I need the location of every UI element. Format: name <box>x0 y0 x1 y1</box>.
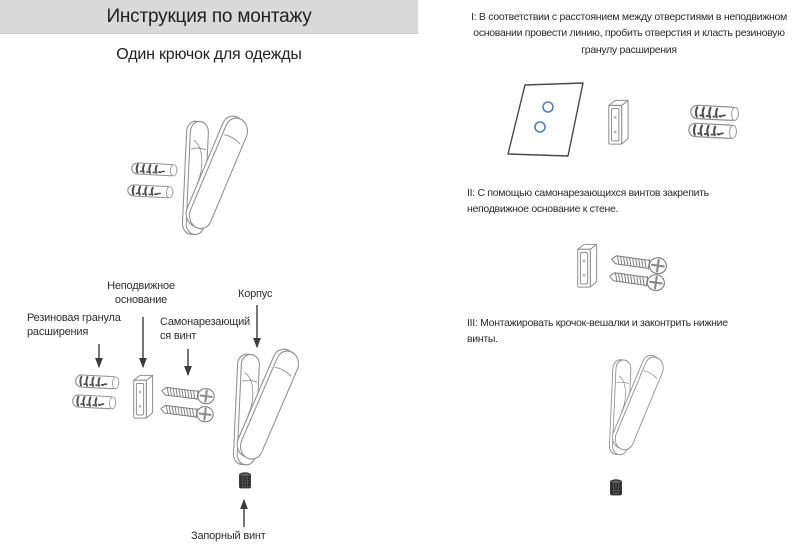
hook-drawing <box>182 112 251 235</box>
page-subtitle: Один крючок для одежды <box>116 46 302 63</box>
step-2-text: II: С помощью самонарезающихся винтов закрепить неподвижное основание к стене. <box>467 187 709 216</box>
step-3-figure <box>588 353 683 503</box>
assembled-hook-figure <box>118 100 303 246</box>
dowel-icon <box>689 123 737 139</box>
label-body: Корпус <box>238 288 273 300</box>
step-3-text: III: Монтажировать крочок-вешалки и законтрить нижние винты. <box>467 317 728 346</box>
header-bar <box>0 0 418 34</box>
label-fixed-base: Неподвижное основание <box>107 280 175 307</box>
dowel-icon <box>128 185 174 199</box>
hook-drawing <box>609 352 666 455</box>
screw-icon <box>610 251 667 274</box>
base-frame-icon <box>578 244 597 287</box>
grub-screw-icon <box>240 473 251 488</box>
dowel-icon <box>691 105 739 121</box>
label-self-tapping-screw: Самонарезающий ся винт <box>160 316 251 343</box>
drill-hole-icon <box>543 102 553 112</box>
screw-icon <box>161 383 215 404</box>
locking-screw-figure <box>237 470 253 492</box>
dowel-icon <box>72 395 116 409</box>
wall-plate-drawing <box>508 83 583 156</box>
label-locking-screw: Запорный винт <box>191 530 266 542</box>
screw-icon <box>160 401 214 422</box>
step-2-figure <box>570 240 695 296</box>
dowel-icon <box>75 375 119 389</box>
hook-drawing <box>233 345 302 465</box>
label-rubber-granule: Резиновая гранула расширения <box>27 312 121 339</box>
dowel-icon <box>132 163 178 177</box>
base-frame-icon <box>134 375 153 418</box>
step-1-figure <box>505 80 755 170</box>
exploded-view-figure <box>68 348 308 483</box>
step-1-text: I: В соответствии с расстоянием между отверстиями в неподвижном основании провести линию, пробить отверстия и класть резиновую гранулу расширения <box>471 11 787 56</box>
base-frame-icon <box>609 100 628 144</box>
grub-screw-icon <box>611 480 622 495</box>
page-title: Инструкция по монтажу <box>106 5 312 27</box>
drill-hole-icon <box>535 122 545 132</box>
